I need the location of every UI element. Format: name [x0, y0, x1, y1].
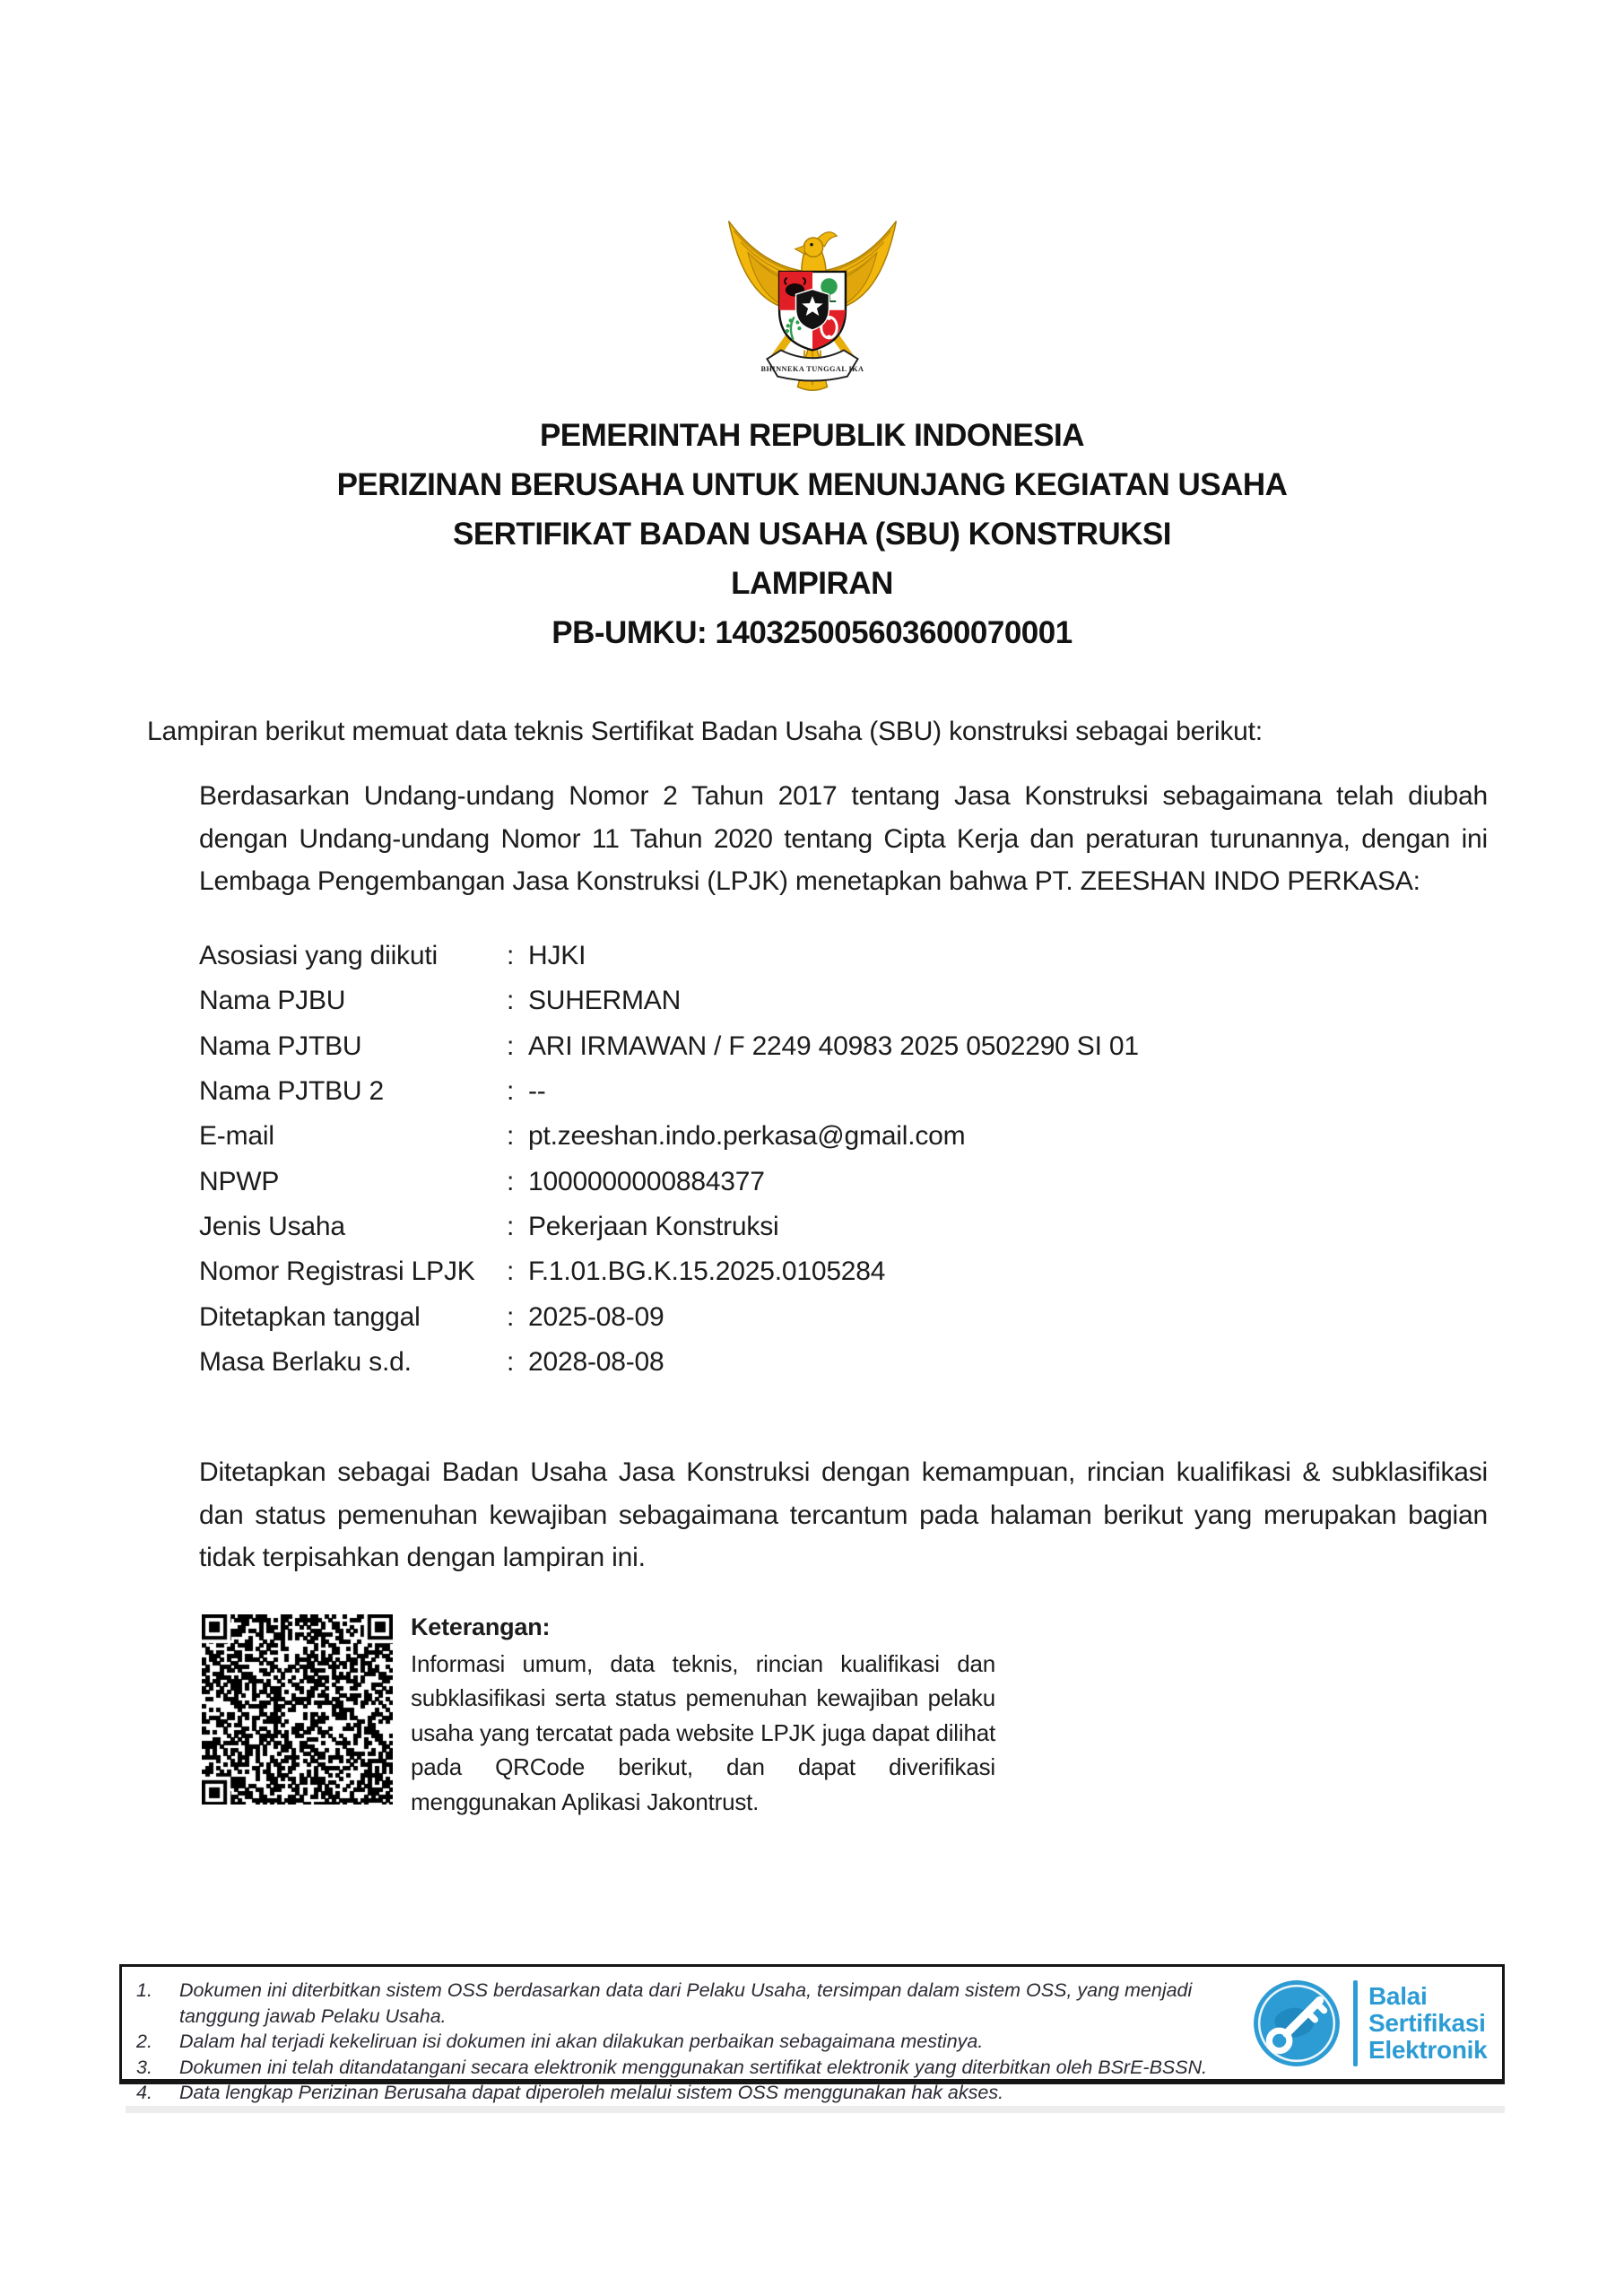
field-row-asosiasi: [199, 934, 1139, 978]
keterangan-body: Informasi umum, data teknis, rincian kualifikasi dan subklasifikasi serta status pemenuhan kewajiban pelaku usaha yang tercatat pada website LPJK juga dapat dilihat pada QRCode berikut, dan dapat diverifikasi menggunakan Aplikasi Jakontrust.: [411, 1649, 995, 1815]
field-row-nomor-registrasi: [199, 1249, 1139, 1294]
bsre-logo-separator: [1353, 1980, 1358, 2066]
note-number: 3.: [136, 2056, 152, 2078]
field-label: Nama PJTBU: [199, 1031, 362, 1061]
field-row-jenis-usaha: [199, 1205, 1139, 1249]
bsre-logo-line-1: Balai: [1368, 1981, 1428, 2010]
field-row-masa-berlaku: [199, 1340, 1139, 1385]
field-value: F.1.01.BG.K.15.2025.0105284: [528, 1257, 886, 1287]
bsre-logo-line-3: Elektronik: [1368, 2035, 1488, 2064]
emblem-motto: BHINNEKA TUNGGAL IKA: [760, 364, 864, 373]
field-label: Nomor Registrasi LPJK: [199, 1257, 475, 1287]
field-colon: :: [507, 1031, 515, 1061]
note-text: Data lengkap Perizinan Berusaha dapat diperoleh melalui sistem OSS menggunakan hak akses.: [179, 2082, 1004, 2103]
bsre-logo-block: [1251, 1967, 1502, 2079]
note-text: Dalam hal terjadi kekeliruan isi dokumen ini akan dilakukan perbaikan sebagaimana mestinya.: [179, 2031, 984, 2052]
footer-note-4: [136, 2080, 1246, 2106]
title-line-lampiran: LAMPIRAN: [731, 566, 893, 601]
field-label: NPWP: [199, 1166, 280, 1196]
intro-text: Lampiran berikut memuat data teknis Sertifikat Badan Usaha (SBU) konstruksi sebagai berikut:: [147, 717, 1263, 746]
field-row-nama-pjtbu-2: [199, 1069, 1139, 1114]
field-label: Nama PJTBU 2: [199, 1076, 384, 1107]
footer-notes-list: [122, 1967, 1251, 2103]
field-label: E-mail: [199, 1121, 274, 1152]
keterangan-heading: Keterangan:: [411, 1613, 551, 1640]
field-row-nama-pjtbu: [199, 1024, 1139, 1069]
field-colon: :: [507, 986, 515, 1016]
keterangan-block: [411, 1610, 995, 1820]
field-value: HJKI: [528, 941, 586, 971]
field-colon: :: [507, 1076, 515, 1107]
field-label: Masa Berlaku s.d.: [199, 1346, 412, 1377]
bsre-logo-text: [1368, 1983, 1487, 2064]
field-colon: :: [507, 1301, 515, 1332]
field-colon: :: [507, 941, 515, 971]
note-number: 2.: [136, 2031, 152, 2052]
title-line-certificate: SERTIFIKAT BADAN USAHA (SBU) KONSTRUKSI: [452, 517, 1172, 552]
closing-paragraph: Ditetapkan sebagai Badan Usaha Jasa Konstruksi dengan kemampuan, rincian kualifikasi & subklasifikasi dan status pemenuhan kewajiban sebagaimana tercantum pada halaman berikut yang merupakan bagian tidak terpisahkan dengan lampiran ini.: [199, 1457, 1488, 1572]
legal-paragraph: Berdasarkan Undang-undang Nomor 2 Tahun 2017 tentang Jasa Konstruksi sebagaimana telah diubah dengan Undang-undang Nomor 11 Tahun 2020 tentang Cipta Kerja dan peraturan turunannya, dengan ini Lembaga Pengembangan Jasa Konstruksi (LPJK) menetapkan bahwa PT. ZEESHAN INDO PERKASA:: [199, 781, 1488, 896]
footer-note-2: [136, 2029, 1246, 2055]
field-value: 2028-08-08: [528, 1346, 664, 1377]
field-label: Nama PJBU: [199, 986, 346, 1016]
bsre-logo-line-2: Sertifikasi: [1368, 2008, 1486, 2037]
field-colon: :: [507, 1211, 515, 1241]
field-value: ARI IRMAWAN / F 2249 40983 2025 0502290 SI 01: [528, 1031, 1139, 1061]
field-value: --: [528, 1076, 546, 1107]
field-row-ditetapkan-tanggal: [199, 1294, 1139, 1339]
document-title-block: [0, 411, 1624, 657]
field-colon: :: [507, 1257, 515, 1287]
note-number: 4.: [136, 2082, 152, 2103]
bsre-key-icon: [1251, 1978, 1342, 2069]
note-text: Dokumen ini telah ditandatangani secara elektronik menggunakan sertifikat elektronik yang diterbitkan oleh BSrE-BSSN.: [179, 2056, 1208, 2078]
title-line-pb-umku: PB-UMKU: 140325005603600070001: [551, 615, 1073, 650]
qr-code: [202, 1614, 393, 1805]
field-colon: :: [507, 1121, 515, 1152]
field-colon: :: [507, 1346, 515, 1377]
garuda-pancasila-emblem: [716, 201, 908, 402]
field-value: 1000000000884377: [528, 1166, 765, 1196]
title-line-permit: PERIZINAN BERUSAHA UNTUK MENUNJANG KEGIATAN USAHA: [336, 467, 1288, 502]
footer-note-3: [136, 2055, 1246, 2081]
field-value: pt.zeeshan.indo.perkasa@gmail.com: [528, 1121, 966, 1152]
field-colon: :: [507, 1166, 515, 1196]
technical-data-table: [199, 934, 1139, 1385]
field-label: Ditetapkan tanggal: [199, 1301, 421, 1332]
field-row-npwp: [199, 1159, 1139, 1204]
footer-notes-box: [119, 1964, 1505, 2103]
field-row-email: [199, 1114, 1139, 1159]
footer-note-1: [136, 1978, 1246, 2029]
title-line-government: PEMERINTAH REPUBLIK INDONESIA: [539, 418, 1085, 453]
field-label: Asosiasi yang diikuti: [199, 941, 438, 971]
field-value: SUHERMAN: [528, 986, 682, 1016]
note-text: Dokumen ini diterbitkan sistem OSS berdasarkan data dari Pelaku Usaha, tersimpan dalam sistem OSS, yang menjadi tanggung jawab Pelaku Usaha.: [179, 1979, 1193, 2027]
field-row-nama-pjbu: [199, 978, 1139, 1023]
scan-shadow-line: [126, 2106, 1505, 2113]
field-value: Pekerjaan Konstruksi: [528, 1211, 779, 1241]
field-value: 2025-08-09: [528, 1301, 664, 1332]
note-number: 1.: [136, 1979, 152, 2001]
field-label: Jenis Usaha: [199, 1211, 345, 1241]
